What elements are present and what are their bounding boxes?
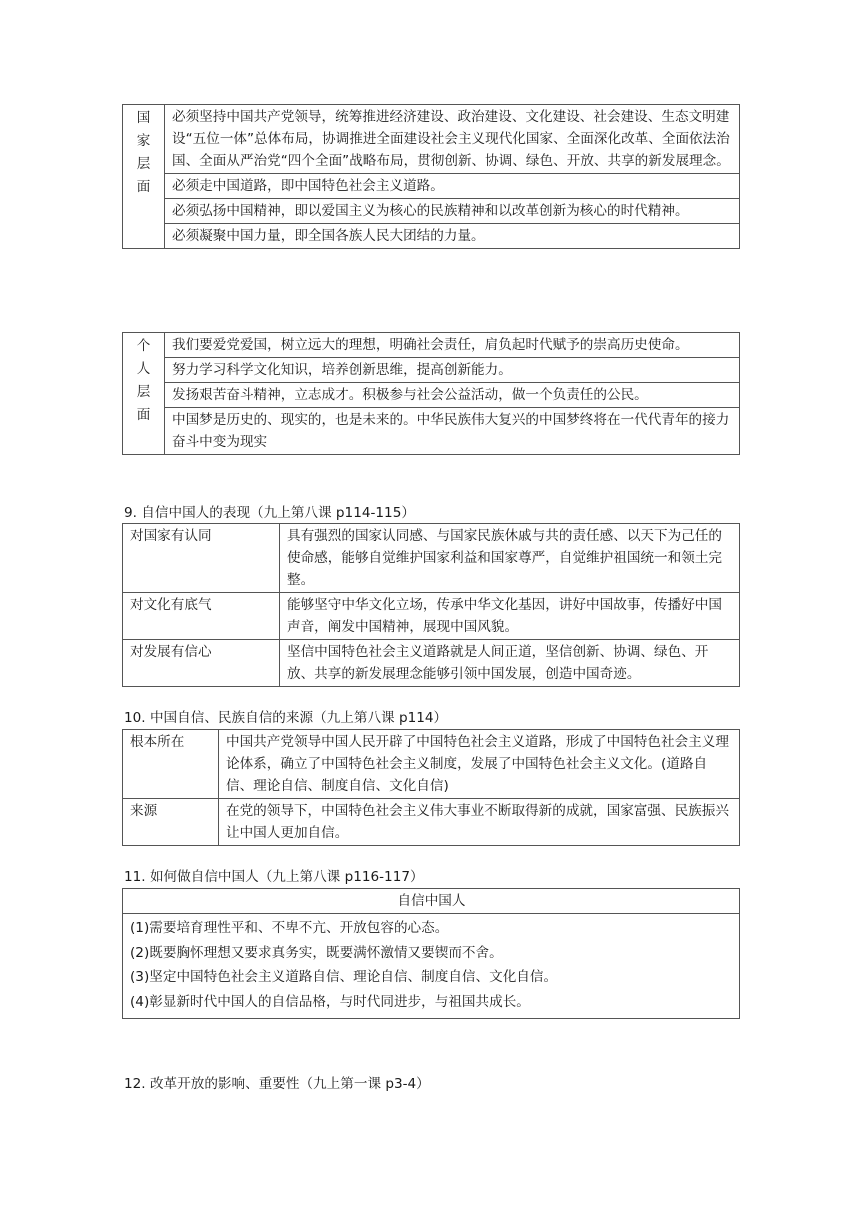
list-item: (1)需要培育理性平和、不卑不亢、开放包容的心态。 — [130, 920, 449, 936]
list-item: (3)坚定中国特色社会主义道路自信、理论自信、制度自信、文化自信。 — [130, 969, 558, 985]
section-9-table — [122, 523, 740, 687]
row-label: 来源 — [123, 799, 219, 846]
list-item: (2)既要胸怀理想又要求真务实，既要满怀激情又要锲而不舍。 — [130, 944, 503, 961]
row-label: 对国家有认同 — [123, 524, 280, 593]
table-row — [123, 408, 740, 455]
table-row — [123, 199, 740, 224]
table-row — [123, 358, 740, 383]
row-content: 在党的领导下，中国特色社会主义伟大事业不断取得新的成就，国家富强、民族振兴让中国人更加自信。 — [219, 799, 740, 846]
table-cell: 必须坚持中国共产党领导，统筹推进经济建设、政治建设、文化建设、社会建设、生态文明建设“五位一体”总体布局，协调推进全面建设社会主义现代化国家、全面深化改革、全面依法治国、全面从严治党“四个全面”战略布局，贯彻创新、协调、绿色、开放、共享的新发展理念。 — [165, 105, 740, 174]
table-header-row — [123, 889, 740, 914]
row-content: 具有强烈的国家认同感、与国家民族休戚与共的责任感、以天下为己任的使命感，能够自觉维护国家利益和国家尊严，自觉维护祖国统一和领土完整。 — [280, 524, 740, 593]
row-content: 坚信中国特色社会主义道路就是人间正道，坚信创新、协调、绿色、开放、共享的新发展理念能够引领中国发展，创造中国奇迹。 — [280, 640, 740, 687]
row-label: 根本所在 — [123, 730, 219, 799]
table-row — [123, 640, 740, 687]
table-row — [123, 224, 740, 249]
section-9-heading: 9. 自信中国人的表现（九上第八课 p114-115） — [124, 505, 415, 521]
row-label: 对发展有信心 — [123, 640, 280, 687]
table-row — [123, 593, 740, 640]
table-row — [123, 730, 740, 799]
table-cell: 努力学习科学文化知识，培养创新思维，提高创新能力。 — [165, 358, 740, 383]
list-item: (4)彰显新时代中国人的自信品格，与时代同进步，与祖国共成长。 — [130, 993, 530, 1010]
section-11-heading: 11. 如何做自信中国人（九上第八课 p116-117） — [124, 869, 424, 885]
table-row — [123, 105, 740, 174]
table-row — [123, 799, 740, 846]
table-row — [123, 333, 740, 358]
table-row — [123, 174, 740, 199]
table-row — [123, 383, 740, 408]
table-cell: 发扬艰苦奋斗精神，立志成才。积极参与社会公益活动，做一个负责任的公民。 — [165, 383, 740, 408]
table-header: 自信中国人 — [123, 889, 740, 914]
table-cell: 必须弘扬中国精神，即以爱国主义为核心的民族精神和以改革创新为核心的时代精神。 — [165, 199, 740, 224]
section-10-heading: 10. 中国自信、民族自信的来源（九上第八课 p114） — [124, 710, 448, 726]
section-10-table — [122, 729, 740, 846]
row-content: 中国共产党领导中国人民开辟了中国特色社会主义道路，形成了中国特色社会主义理论体系，确立了中国特色社会主义制度，发展了中国特色社会主义文化。(道路自信、理论自信、制度自信、文化自信) — [219, 730, 740, 799]
table-cell: 必须走中国道路，即中国特色社会主义道路。 — [165, 174, 740, 199]
national-level-table — [122, 104, 740, 249]
table-cell: 我们要爱党爱国，树立远大的理想，明确社会责任，肩负起时代赋予的崇高历史使命。 — [165, 333, 740, 358]
row-content: 能够坚守中华文化立场，传承中华文化基因，讲好中国故事，传播好中国声音，阐发中国精神，展现中国风貌。 — [280, 593, 740, 640]
table-cell: 必须凝聚中国力量，即全国各族人民大团结的力量。 — [165, 224, 740, 249]
personal-level-label: 个 人 层 面 — [123, 333, 165, 455]
section-12-heading: 12. 改革开放的影响、重要性（九上第一课 p3-4） — [124, 1076, 430, 1092]
section-11-table — [122, 888, 740, 1019]
table-row — [123, 524, 740, 593]
national-level-label: 国 家 层 面 — [123, 105, 165, 249]
table-cell: 中国梦是历史的、现实的，也是未来的。中华民族伟大复兴的中国梦终将在一代代青年的接力奋斗中变为现实 — [165, 408, 740, 455]
list-cell — [123, 914, 740, 1019]
personal-level-table — [122, 332, 740, 455]
row-label: 对文化有底气 — [123, 593, 280, 640]
table-row — [123, 914, 740, 1019]
